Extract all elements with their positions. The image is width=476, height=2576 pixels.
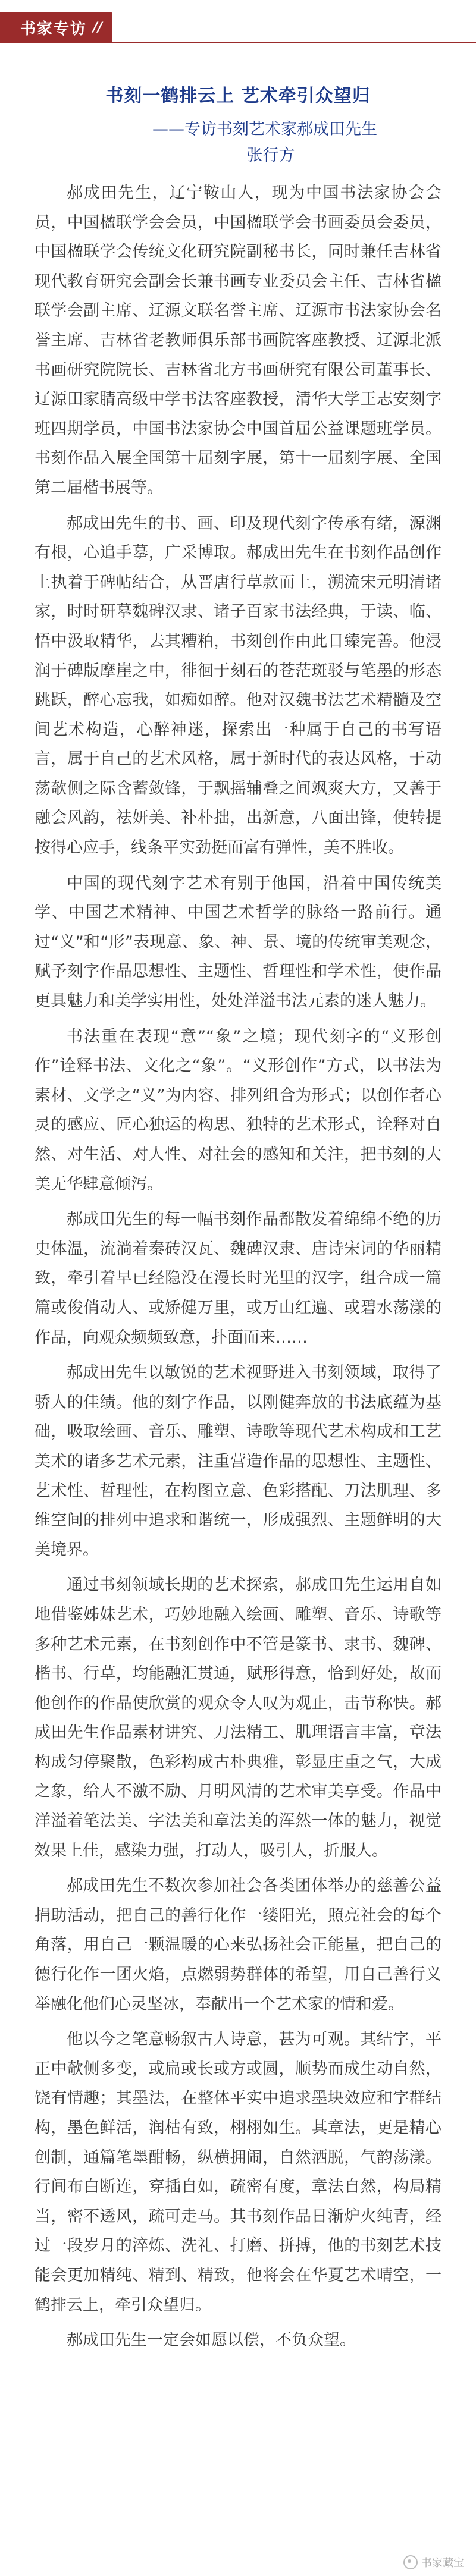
paragraph: 中国的现代刻字艺术有别于他国，沿着中国传统美学、中国艺术精神、中国艺术哲学的脉络一路前行。通过“义”和“形”表现意、象、神、景、境的传统审美观念，赋予刻字作品思想性、主题性、哲理性和学术性，使作品更具魅力和美学实用性，处处洋溢书法元素的迷人魅力。 bbox=[35, 874, 441, 1011]
paragraph: 郝成田先生的书、画、印及现代刻字传承有绪，源渊有根，心追手摹，广采博取。郝成田先生在书刻作品创作上执着于碑帖结合，从晋唐行草款而上，溯流宋元明清诸家，时时研摹魏碑汉隶、诸子百家书法经典，于读、临、悟中汲取精华，去其糟粕，书刻创作由此日臻完善。他浸润于碑版摩崖之中，徘徊于刻石的苍茫斑驳与笔墨的形态跳跃，醉心忘我，如痴如醉。他对汉魏书法艺术精髓及空间艺术构造，心醉神迷，探索出一种属于自己的书写语言，属于自己的艺术风格，属于新时代的表达风格，于动荡欹侧之际含蓄敛锋，于飘摇辅叠之间飒爽大方，又善于融会风韵，祛妍美、补朴拙，出新意，八面出锋，使转提按得心应手，线条平实劲挺而富有弹性，美不胜收。 bbox=[35, 514, 441, 857]
section-tag-label: 书家专访 bbox=[20, 20, 87, 38]
paragraph: 他以今之笔意畅叙古人诗意，甚为可观。其结字，平正中欹侧多变，或扁或长或方或圆，顺势而成生动自然，饶有情趣；其墨法，在整体平实中追求墨块效应和字群结构，墨色鲜活，润枯有致，栩栩如生。其章法，更是精心创制，通篇笔墨酣畅，纵横拥闹，自然洒脱，气韵荡漾。行间布白断连，穿插自如，疏密有度，章法自然，构局精当，密不透风，疏可走马。其书刻作品日渐炉火纯青，经过一段岁月的淬炼、洗礼、打磨、拼搏，他的书刻艺术技能会更加精纯、精到、精致，他将会在华夏艺术晴空，一鹤排云上，牵引众望归。 bbox=[35, 2030, 441, 2314]
article-heading bbox=[0, 83, 476, 169]
paragraph: 郝成田先生以敏锐的艺术视野进入书刻领域，取得了骄人的佳绩。他的刻字作品，以刚健奔放的书法底蕴为基础，吸取绘画、音乐、雕塑、诗歌等现代艺术构成和工艺美术的诸多艺术元素，注重营造作品的思想性、主题性、艺术性、哲理性，在构图立意、色彩搭配、刀法肌理、多维空间的排列中追求和谐统一，形成强烈、主题鲜明的大美境界。 bbox=[35, 1364, 441, 1559]
article-body bbox=[0, 178, 476, 2361]
header-divider bbox=[0, 42, 476, 43]
section-tag bbox=[0, 12, 112, 43]
watermark-logo-icon bbox=[403, 2555, 418, 2569]
paragraph: 通过书刻领域长期的艺术探索，郝成田先生运用自如地借鉴姊妹艺术，巧妙地融入绘画、雕塑、音乐、诗歌等多种艺术元素，在书刻创作中不管是篆书、隶书、魏碑、楷书、行草，均能融汇贯通，赋形得意，恰到好处，故而他创作的作品使欣赏的观众令人叹为观止，击节称快。郝成田先生作品素材讲究、刀法精工、肌理语言丰富，章法构成匀停聚散，色彩构成古朴典雅，彰显庄重之气，大成之象，给人不激不励、月明风清的艺术审美享受。作品中洋溢着笔法美、字法美和章法美的浑然一体的魅力，视觉效果上佳，感染力强，打动人，吸引人，折服人。 bbox=[35, 1576, 441, 1860]
watermark-text: 书家藏宝 bbox=[421, 2557, 464, 2569]
watermark bbox=[403, 2555, 464, 2570]
section-header bbox=[0, 12, 476, 43]
paragraph: 郝成田先生一定会如愿以偿，不负众望。 bbox=[67, 2331, 356, 2350]
article-subtitle: ——专访书刻艺术家郝成田先生 bbox=[152, 120, 377, 139]
article-author: 张行方 bbox=[246, 146, 295, 165]
paragraph: 书法重在表现“意”“象”之境；现代刻字的“义形创作”诠释书法、文化之“象”。“义形创作”方式，以书法为素材、文学之“义”为内容、排列组合为形式；以创作者心灵的感应、匠心独运的构思、独特的艺术形式，诠释对自然、对生活、对人性、对社会的感知和关注，把书刻的大美无华肆意倾泻。 bbox=[35, 1027, 441, 1193]
paragraph: 郝成田先生的每一幅书刻作品都散发着绵绵不绝的历史体温，流淌着秦砖汉瓦、魏碑汉隶、唐诗宋词的华丽精致，牵引着早已经隐没在漫长时光里的汉字，组合成一篇篇或俊俏动人、或矫健万里，或万山红遍、或碧水荡漾的作品，向观众频频致意，扑面而来…… bbox=[35, 1210, 441, 1347]
paragraph: 郝成田先生，辽宁鞍山人，现为中国书法家协会会员，中国楹联学会会员，中国楹联学会书画委员会委员，中国楹联学会传统文化研究院副秘书长，同时兼任吉林省现代教育研究会副会长兼书画专业委员会主任、吉林省楹联学会副主席、辽源文联名誉主席、辽源市书法家协会名誉主席、吉林省老教师俱乐部书画院客座教授、辽源北派书画研究院院长、吉林省北方书画研究有限公司董事长、辽源田家腈高级中学书法客座教授，清华大学王志安刻字班四期学员，中国书法家协会中国首届公益课题班学员。书刻作品入展全国第十届刻字展，第十一届刻字展、全国第二届楷书展等。 bbox=[35, 184, 441, 497]
article-title: 书刻一鹤排云上 艺术牵引众望归 bbox=[105, 86, 371, 106]
paragraph: 郝成田先生不数次参加社会各类团体举办的慈善公益捐助活动，把自己的善行化作一缕阳光，照亮社会的每个角落，用自己一颗温暖的心来弘扬社会正能量，把自己的德行化作一团火焰，点燃弱势群体的希望，用自己善行义举融化他们心灵坚冰，奉献出一个艺术家的情和爱。 bbox=[35, 1877, 441, 2013]
section-tag-decoration: // bbox=[93, 20, 103, 35]
